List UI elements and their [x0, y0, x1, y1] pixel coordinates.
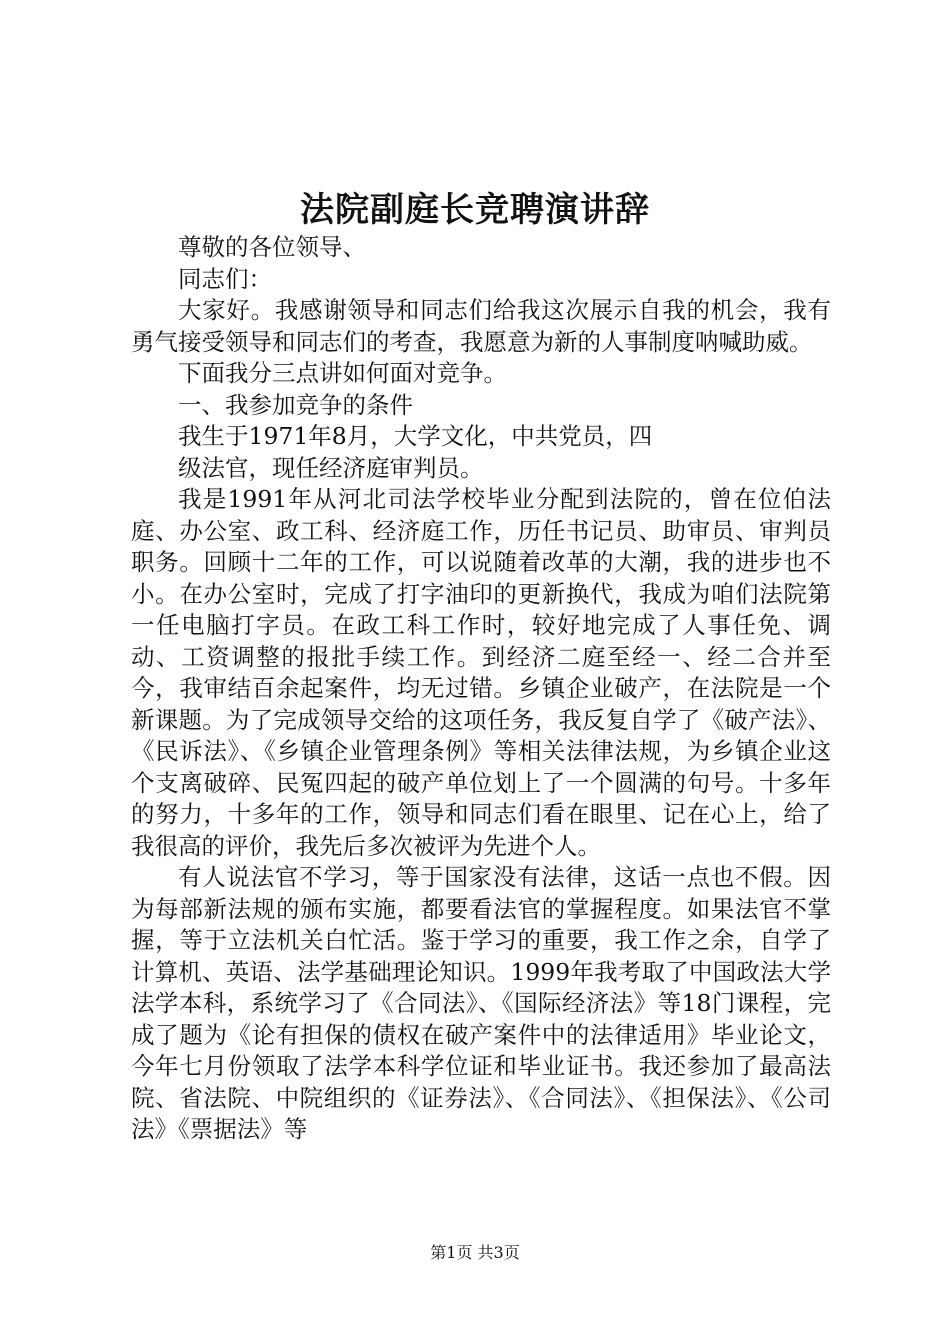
outline-paragraph: 下面我分三点讲如何面对竞争。: [178, 359, 507, 387]
section-heading: 一、我参加竞争的条件: [178, 390, 413, 419]
document-title: 法院副庭长竞聘演讲辞: [300, 190, 650, 230]
greeting-paragraph: 大家好。我感谢领导和同志们给我这次展示自我的机会，我有勇气接受领导和同志们的考查，我愿意为新的人事制度呐喊助威。: [131, 296, 831, 356]
page-footer: 第1页 共3页: [430, 1243, 520, 1262]
salutation-line-1: 尊敬的各位领导、: [178, 233, 366, 261]
bio-line-2: 级法官，现任经济庭审判员。: [178, 453, 484, 482]
salutation-line-2: 同志们：: [178, 264, 272, 293]
study-paragraph: 有人说法官不学习，等于国家没有法律，这话一点也不假。因为每部新法规的颁布实施，都要看法官的掌握程度。如果法官不掌握，等于立法机关白忙活。鉴于学习的重要，我工作之余，自学了计算机、英语、法学基础理论知识。1999年我考取了中国政法大学法学本科，系统学习了《合同法》、《国际经济法》等18门课程，完成了题为《论有担保的债权在破产案件中的法律适用》毕业论文，今年七月份领取了法学本科学位证和毕业证书。我还参加了最高法院、省法院、中院组织的《证券法》、《合同法》、《担保法》、《公司法》《票据法》等: [131, 863, 831, 1143]
document-body: [131, 232, 831, 1146]
career-paragraph: 我是1991年从河北司法学校毕业分配到法院的，曾在位伯法庭、办公室、政工科、经济庭工作，历任书记员、助审员、审判员职务。回顾十二年的工作，可以说随着改革的大潮，我的进步也不小。在办公室时，完成了打字油印的更新换代，我成为咱们法院第一任电脑打字员。在政工科工作时，较好地完成了人事任免、调动、工资调整的报批手续工作。到经济二庭至经一、经二合并至今，我审结百余起案件，均无过错。乡镇企业破产，在法院是一个新课题。为了完成领导交给的这项任务，我反复自学了《破产法》、《民诉法》、《乡镇企业管理条例》等相关法律法规，为乡镇企业这个支离破碎、民冤四起的破产单位划上了一个圆满的句号。十多年的努力，十多年的工作，领导和同志们看在眼里、记在心上，给了我很高的评价，我先后多次被评为先进个人。: [131, 485, 831, 860]
bio-line-1: 我生于1971年8月，大学文化，中共党员，四: [178, 422, 653, 450]
